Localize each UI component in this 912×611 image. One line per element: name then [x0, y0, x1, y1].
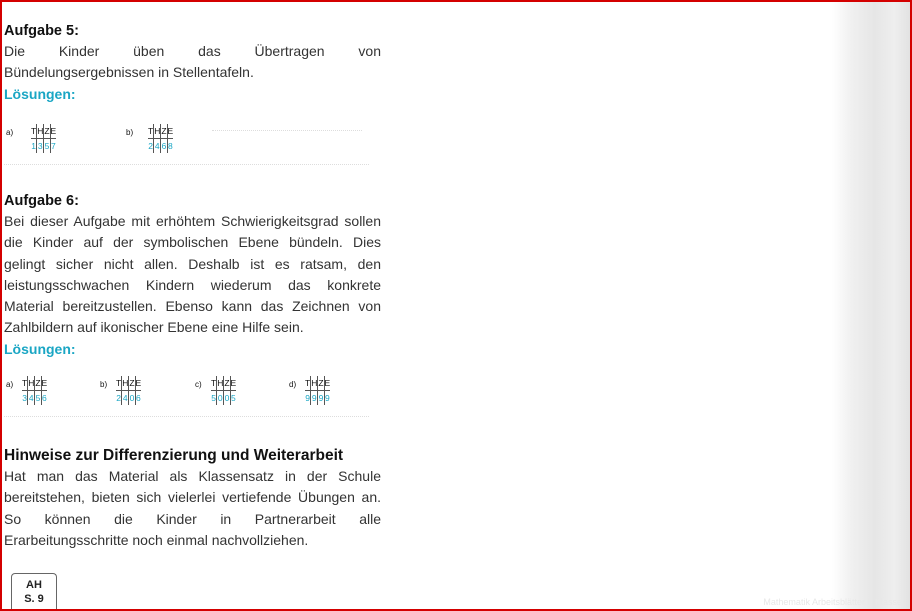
header-cell: H	[122, 376, 129, 391]
header-cell: T	[116, 376, 122, 391]
value-cell: 6	[161, 139, 167, 154]
dotted-line	[212, 130, 362, 131]
workbook-page-tab	[11, 573, 57, 609]
value-cell: 8	[167, 139, 173, 154]
value-cell: 5	[35, 391, 41, 406]
header-cell: E	[230, 376, 236, 391]
value-cell: 9	[305, 393, 310, 403]
value-cell: 6	[135, 391, 141, 406]
tab-line-1: AH	[26, 579, 42, 591]
task6-section	[4, 192, 381, 359]
hints-text: Hat man das Material als Klassensatz in der Schule bereitstehen, bieten sich vielerlei vertiefende Übungen an. So können die Kinder in Partnerarbeit alle Erarbeitungsschritte noch einmal nachvollziehen.	[4, 468, 381, 548]
value-cell: 3	[22, 393, 27, 403]
dotted-line	[4, 416, 369, 417]
task6-solutions-label: Lösungen:	[4, 340, 76, 357]
value-cell: 2	[116, 393, 121, 403]
value-cell: 9	[318, 391, 324, 406]
header-cell: E	[167, 124, 173, 139]
value-cell: 4	[28, 391, 35, 406]
value-cell: 4	[154, 139, 161, 154]
value-cell: 1	[31, 141, 36, 151]
value-cell: 7	[50, 139, 56, 154]
header-cell: Z	[224, 376, 230, 391]
task5-title: Aufgabe 5:	[4, 23, 79, 39]
value-cell: 5	[230, 391, 236, 406]
header-cell: Z	[318, 376, 324, 391]
header-cell: Z	[161, 124, 167, 139]
value-cell: 6	[41, 391, 47, 406]
table-label: d)	[289, 380, 297, 389]
header-cell: H	[37, 124, 44, 139]
header-cell: E	[135, 376, 141, 391]
header-cell: H	[154, 124, 161, 139]
header-cell: T	[211, 376, 217, 391]
header-cell: E	[50, 124, 56, 139]
table-label: c)	[195, 380, 202, 389]
header-cell: Z	[129, 376, 135, 391]
table-label: a)	[6, 380, 14, 389]
hints-title: Hinweise zur Differenzierung und Weiterarbeit	[4, 447, 344, 464]
header-cell: H	[28, 376, 35, 391]
table-label: b)	[100, 380, 108, 389]
value-cell: 0	[224, 391, 230, 406]
footer-watermark: Mathematik Arbeitsblätter 5 Klasse	[763, 597, 902, 607]
header-cell: H	[311, 376, 318, 391]
task6-title: Aufgabe 6:	[4, 193, 79, 209]
value-cell: 0	[129, 391, 135, 406]
task6-text: Bei dieser Aufgabe mit erhöhtem Schwierigkeitsgrad sollen die Kinder auf der symbolischen Ebene bündeln. Dies gelingt sicher nicht allen. Deshalb ist es ratsam, den leistungsschwachen Kindern wiederum das konkrete Material bereitzustellen. Ebenso kann das Zeichnen von Zahlbildern auf ikonischer Ebene eine Hilfe sein.	[4, 213, 381, 336]
header-cell: T	[31, 124, 37, 139]
header-cell: Z	[44, 124, 50, 139]
hints-section	[4, 445, 381, 551]
dotted-line	[4, 164, 369, 165]
value-cell: 9	[311, 391, 318, 406]
header-cell: T	[148, 124, 154, 139]
tab-line-2: S. 9	[24, 593, 44, 605]
task5-text: Die Kinder üben das Übertragen von Bündelungsergebnissen in Stellentafeln.	[4, 43, 381, 81]
header-cell: T	[22, 376, 28, 391]
task5-solutions-label: Lösungen:	[4, 85, 76, 102]
header-cell: E	[41, 376, 47, 391]
value-cell: 5	[211, 393, 216, 403]
task5-section	[4, 22, 381, 104]
header-cell: E	[324, 376, 330, 391]
header-cell: H	[217, 376, 224, 391]
header-cell: Z	[35, 376, 41, 391]
value-cell: 3	[37, 139, 44, 154]
value-cell: 2	[148, 141, 153, 151]
page-edge-shadow	[832, 2, 910, 609]
table-label: b)	[126, 128, 134, 137]
value-cell: 5	[44, 139, 50, 154]
header-cell: T	[305, 376, 311, 391]
value-cell: 0	[217, 391, 224, 406]
value-cell: 9	[324, 391, 330, 406]
table-label: a)	[6, 128, 14, 137]
value-cell: 4	[122, 391, 129, 406]
